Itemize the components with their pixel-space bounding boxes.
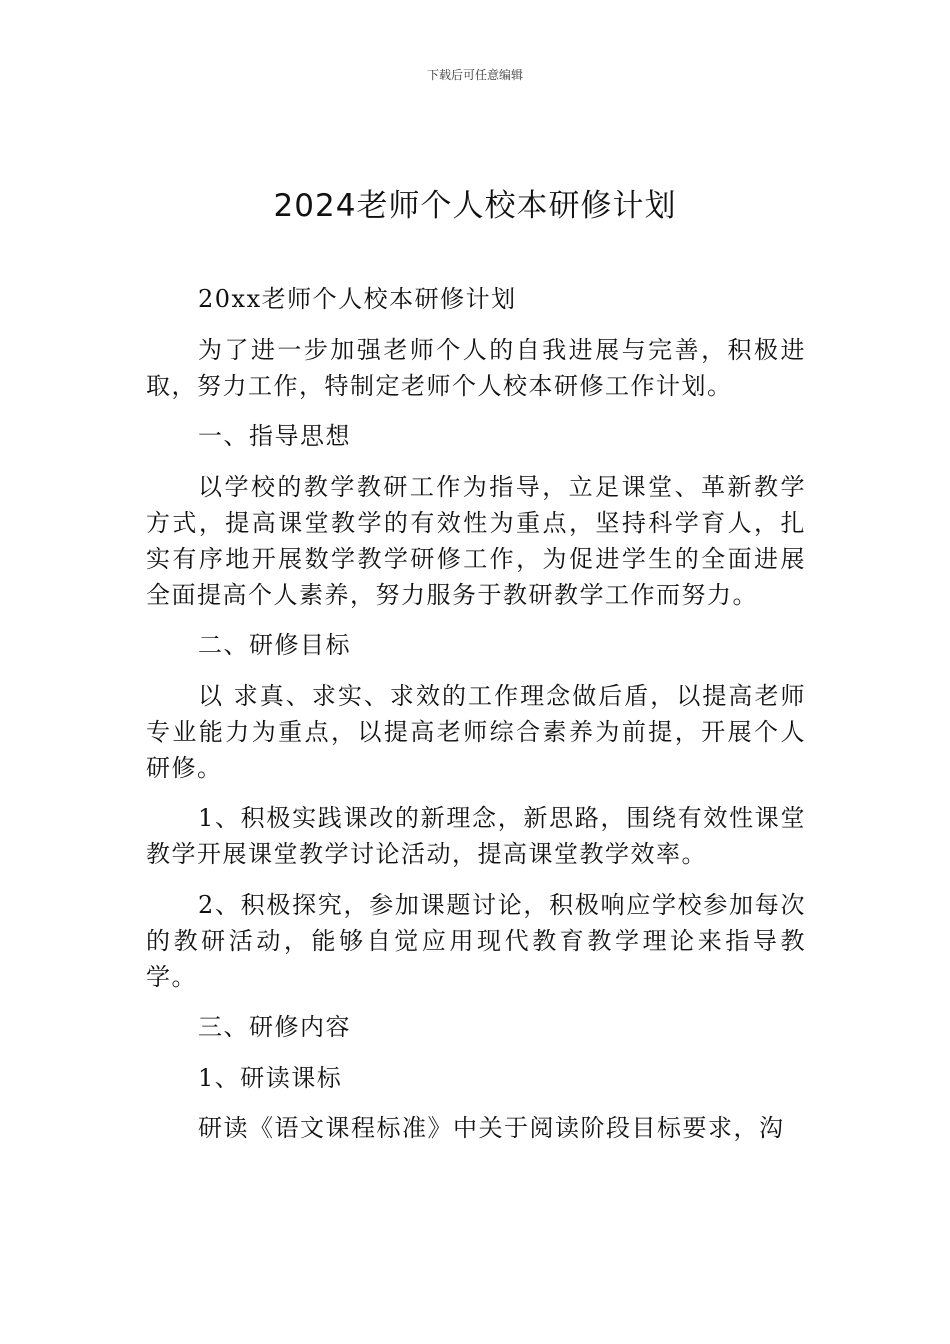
section-heading-goals: 二、研修目标	[198, 631, 351, 659]
document-body	[146, 281, 806, 1161]
section-heading-guiding-thought: 一、指导思想	[198, 422, 351, 450]
goal-item-1: 1、积极实践课改的新理念，新思路，围绕有效性课堂教学开展课堂教学讨论活动，提高课堂教学效率。	[146, 804, 806, 868]
goal-item-2: 2、积极探究，参加课题讨论，积极响应学校参加每次的教研活动，能够自觉应用现代教育教学理论来指导教学。	[146, 890, 806, 991]
paragraph-guiding-thought: 以学校的教学教研工作为指导，立足课堂、革新教学方式，提高课堂教学的有效性为重点，坚持科学育人，扎实有序地开展数学教学研修工作，为促进学生的全面进展全面提高个人素养，努力服务于教研教学工作而努力。	[146, 472, 806, 609]
subsection-heading-curriculum: 1、研读课标	[198, 1063, 343, 1092]
paragraph-subtitle: 20xx老师个人校本研修计划	[198, 285, 517, 313]
paragraph-curriculum: 研读《语文课程标准》中关于阅读阶段目标要求，沟	[198, 1114, 785, 1142]
document-title: 2024老师个人校本研修计划	[273, 188, 677, 224]
section-heading-content: 三、研修内容	[198, 1013, 351, 1041]
paragraph-intro: 为了进一步加强老师个人的自我进展与完善，积极进取，努力工作，特制定老师个人校本研修工作计划。	[146, 335, 806, 400]
header-note: 下载后可任意编辑	[426, 68, 523, 82]
paragraph-goals: 以 求真、求实、求效的工作理念做后盾，以提高老师专业能力为重点，以提高老师综合素养为前提，开展个人研修。	[146, 681, 806, 782]
